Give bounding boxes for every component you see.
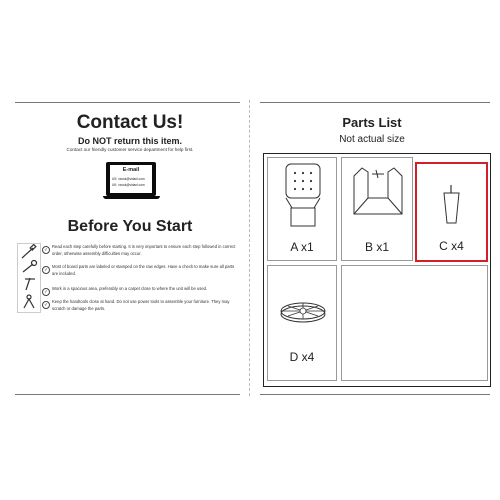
part-c-highlight — [415, 162, 488, 262]
top-rule-right — [260, 102, 490, 103]
parts-grid — [263, 153, 491, 387]
before-title: Before You Start — [67, 218, 193, 235]
part-label-c: C x4 — [439, 239, 464, 253]
screwdriver-icon — [22, 244, 36, 258]
contact-subtitle: Contact our friendly customer service department for help first. — [66, 147, 194, 152]
part-label-b: B x1 — [364, 240, 389, 254]
part-cell-d[interactable] — [267, 265, 337, 381]
part-cell-a[interactable] — [267, 157, 337, 261]
parts-title: Parts List — [342, 115, 402, 130]
caster-plate-icon — [268, 266, 338, 346]
step-1: Read each step carefully before starting. It is very important to ensure each step followed in correct order, otherwise assembly difficulties may occur. — [52, 244, 236, 256]
tools-svg — [18, 244, 40, 312]
tools-strip — [17, 243, 41, 313]
step-2: Most of board parts are labeled or stamped on the raw edges. Have a check to make sure all parts are included. — [52, 264, 235, 276]
parts-subtitle: Not actual size — [339, 134, 405, 145]
contact-title: Contact Us! — [76, 112, 184, 133]
no-return-notice: Do NOT return this item. — [77, 136, 182, 146]
email-line-us[interactable]: US: vxusk@vidaxl.com — [112, 177, 145, 181]
laptop-base — [103, 196, 160, 199]
pliers-icon — [24, 295, 34, 308]
part-label-a: A x1 — [290, 240, 314, 254]
step-4: Keep the handtools close at hand. Do not use power tools to assemble your furniture. They may scratch or damage the parts. — [52, 299, 230, 311]
hammer-icon — [25, 278, 35, 290]
laptop-icon — [103, 162, 160, 200]
bottom-rule-right — [260, 394, 490, 395]
bottom-rule-left — [15, 394, 240, 395]
empty-cell — [341, 265, 488, 381]
check-icon: ✓ — [42, 288, 50, 296]
top-rule-left — [15, 102, 240, 103]
email-panel — [110, 165, 152, 193]
laptop-screen — [106, 162, 156, 196]
step-3: Work in a spacious area, preferably on a carpet close to where the unit will be used. — [52, 286, 208, 291]
seat-frame-icon — [342, 158, 414, 238]
part-label-d: D x4 — [289, 350, 315, 364]
check-icon: ✓ — [42, 246, 50, 254]
check-icon: ✓ — [42, 266, 50, 274]
check-icon: ✓ — [42, 301, 50, 309]
email-line-uk[interactable]: UK: vxusk@vidaxl.com — [112, 183, 145, 187]
wrench-icon — [23, 261, 37, 273]
page-divider — [249, 100, 251, 396]
backrest-panel-icon — [268, 158, 338, 238]
email-title: E-mail — [122, 167, 140, 173]
part-cell-b[interactable] — [341, 157, 413, 261]
